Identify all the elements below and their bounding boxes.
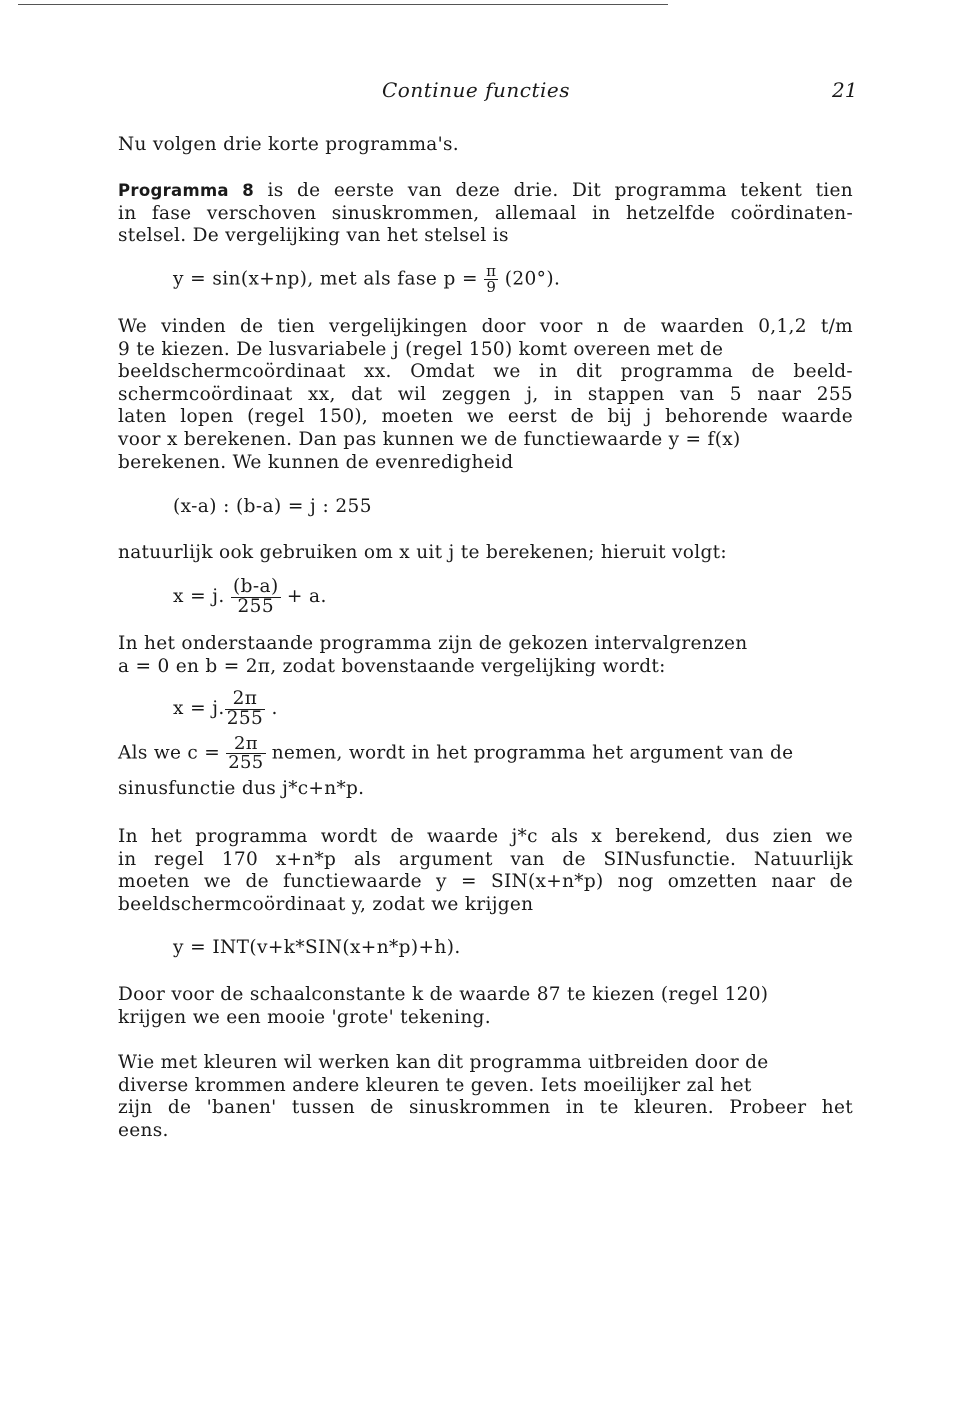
formula-int: y = INT(v+k*SIN(x+n*p)+h). — [173, 937, 461, 958]
formula-phase: y = sin(x+np), met als fase p = $\frac{\pi}{9}$ (20°). — [173, 262, 561, 296]
paragraph-natuurlijk: natuurlijk ook gebruiken om x uit j te berekenen; hieruit volgt: — [118, 542, 727, 563]
paragraph-ten-equations: We vinden de tien vergelijkingen door voor n de waarden 0,1,2 t/m 9 te kiezen. De lusvariabele j (regel 150) komt overeen met de beeldschermcoördinaat xx. Omdat we in dit programma de beeld- schermcoördinaat xx, dat wil zeggen j, in stappen van 5 naar 255 laten lopen (regel 150), moeten we eerst de bij j behorende waarde voor x berekenen. Dan pas kunnen we de functiewaarde y = f(x) berekenen. We kunnen de evenredigheid — [118, 316, 853, 473]
page-number: 21 — [832, 78, 858, 102]
paragraph-kleuren: Wie met kleuren wil werken kan dit programma uitbreiden door de diverse krommen andere kleuren te geven. Iets moeilijker zal het zijn de 'banen' tussen de sinuskrommen in te kleuren. Probeer het eens. — [118, 1052, 853, 1141]
formula-proportion: (x-a) : (b-a) = j : 255 — [173, 496, 372, 517]
formula-x-2pi: x = j. $\frac{2\pi}{255}$ . — [173, 688, 278, 729]
fraction-2pi-over-255: $\frac{2\pi}{255}$ — [226, 688, 264, 729]
fraction-c: $\frac{2\pi}{255}$ — [228, 733, 264, 773]
page-header — [0, 78, 970, 104]
paragraph-interval: In het onderstaande programma zijn de gekozen intervalgrenzen a = 0 en b = 2π, zodat bovenstaande vergelijking wordt: — [118, 633, 748, 677]
top-rule — [18, 4, 668, 5]
paragraph-schaalconstante: Door voor de schaalconstante k de waarde 87 te kiezen (regel 120) krijgen we een mooie 'grote' tekening. — [118, 984, 769, 1028]
paragraph-programma-8: Programma 8 is de eerste van deze drie. Dit programma tekent tien in fase verschoven sinuskrommen, allemaal in hetzelfde coördinaten- stelsel. De vergelijking van het stelsel is — [118, 180, 853, 247]
paragraph-argument: In het programma wordt de waarde j*c als x berekend, dus zien we in regel 170 x+n*p als argument van de SINusfunctie. Natuurlijk moeten we de functiewaarde y = SIN(x+n*p) nog omzetten naar de beeldschermcoördinaat y, zodat we krijgen — [118, 826, 853, 915]
running-title: Continue functies — [382, 78, 571, 102]
paragraph-c-definition: Als we c = $\frac{2\pi}{255}$ nemen, wordt in het programma het argument van de sinusfunctie dus j*c+n*p. — [118, 733, 794, 799]
fraction-pi-over-9: $\frac{\pi}{9}$ — [486, 262, 497, 296]
program-ref: Programma 8 — [118, 181, 254, 200]
fraction-b-minus-a-over-255: $\frac{(b-a)}{255}$ — [233, 576, 279, 617]
formula-x-from-j: x = j. $\frac{(b-a)}{255}$ + a. — [173, 576, 327, 617]
paragraph-intro: Nu volgen drie korte programma's. — [118, 134, 459, 155]
